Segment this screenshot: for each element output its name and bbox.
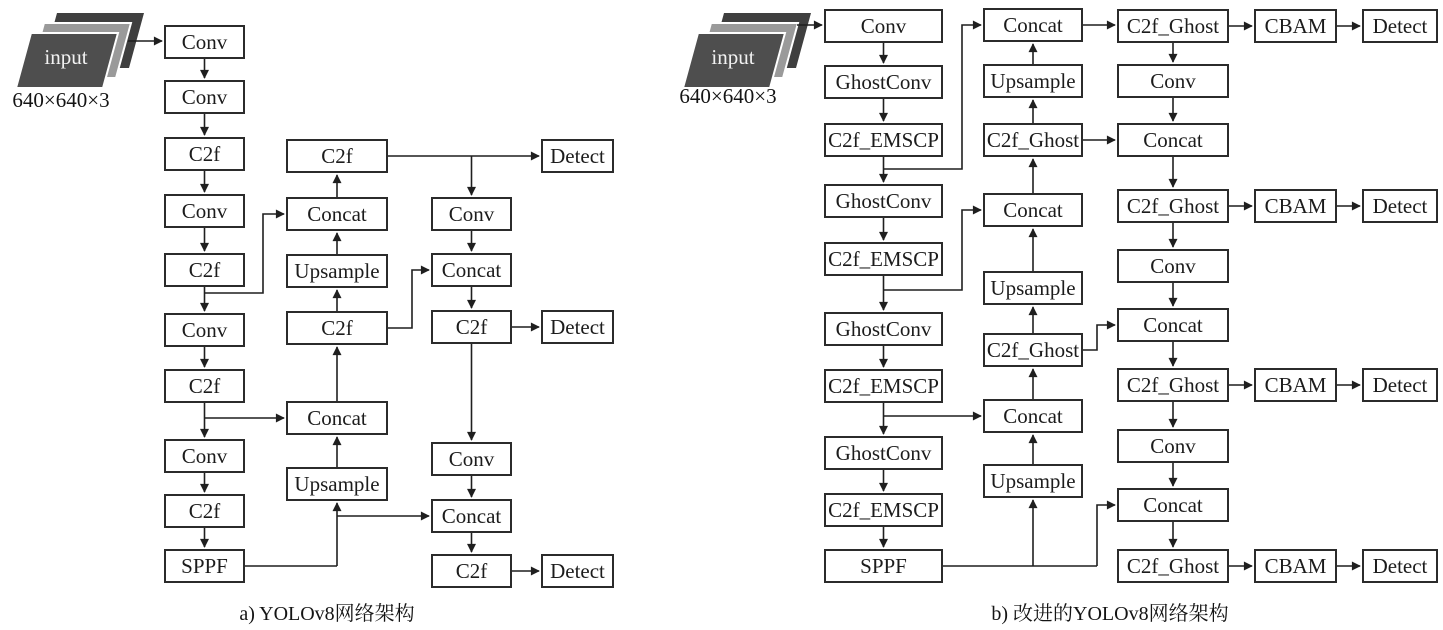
node-detect: Detect (541, 554, 614, 588)
input-image-label: input (44, 45, 88, 69)
node-concat: Concat (983, 399, 1083, 433)
node-c2f: C2f (431, 554, 512, 588)
node-conv: Conv (1117, 249, 1229, 283)
node-conv: Conv (824, 9, 943, 43)
node-detect: Detect (1362, 549, 1438, 583)
node-c2f-emscp: C2f_EMSCP (824, 369, 943, 403)
node-c2f: C2f (431, 310, 512, 344)
node-conv: Conv (164, 25, 245, 59)
node-conv: Conv (431, 442, 512, 476)
node-ghostconv: GhostConv (824, 65, 943, 99)
node-ghostconv: GhostConv (824, 312, 943, 346)
node-c2f-emscp: C2f_EMSCP (824, 242, 943, 276)
caption-b: b) 改进的YOLOv8网络架构 (991, 603, 1229, 625)
node-concat: Concat (431, 499, 512, 533)
node-upsample: Upsample (286, 467, 388, 501)
node-c2f: C2f (164, 369, 245, 403)
node-c2f-ghost: C2f_Ghost (1117, 9, 1229, 43)
node-concat: Concat (286, 197, 388, 231)
node-c2f-ghost: C2f_Ghost (1117, 368, 1229, 402)
node-c2f-ghost: C2f_Ghost (1117, 549, 1229, 583)
node-concat: Concat (983, 193, 1083, 227)
node-cbam: CBAM (1254, 549, 1337, 583)
node-detect: Detect (541, 310, 614, 344)
node-detect: Detect (1362, 368, 1438, 402)
node-concat: Concat (286, 401, 388, 435)
node-conv: Conv (164, 194, 245, 228)
node-conv: Conv (1117, 64, 1229, 98)
node-c2f: C2f (286, 139, 388, 173)
node-detect: Detect (1362, 9, 1438, 43)
node-concat: Concat (431, 253, 512, 287)
node-c2f: C2f (164, 494, 245, 528)
node-upsample: Upsample (983, 64, 1083, 98)
node-cbam: CBAM (1254, 368, 1337, 402)
node-c2f-emscp: C2f_EMSCP (824, 123, 943, 157)
node-c2f: C2f (286, 311, 388, 345)
node-upsample: Upsample (983, 271, 1083, 305)
node-cbam: CBAM (1254, 9, 1337, 43)
node-conv: Conv (1117, 429, 1229, 463)
node-ghostconv: GhostConv (824, 436, 943, 470)
node-concat: Concat (983, 8, 1083, 42)
node-c2f-ghost: C2f_Ghost (983, 333, 1083, 367)
node-c2f-ghost: C2f_Ghost (1117, 189, 1229, 223)
node-conv: Conv (164, 80, 245, 114)
node-cbam: CBAM (1254, 189, 1337, 223)
node-detect: Detect (541, 139, 614, 173)
caption-a: a) YOLOv8网络架构 (239, 603, 415, 625)
node-sppf: SPPF (164, 549, 245, 583)
node-conv: Conv (164, 439, 245, 473)
node-concat: Concat (1117, 123, 1229, 157)
node-c2f: C2f (164, 253, 245, 287)
node-concat: Concat (1117, 488, 1229, 522)
node-upsample: Upsample (286, 254, 388, 288)
node-detect: Detect (1362, 189, 1438, 223)
node-concat: Concat (1117, 308, 1229, 342)
node-c2f-ghost: C2f_Ghost (983, 123, 1083, 157)
node-upsample: Upsample (983, 464, 1083, 498)
node-c2f-emscp: C2f_EMSCP (824, 493, 943, 527)
node-sppf: SPPF (824, 549, 943, 583)
input-image-label: input (711, 45, 755, 69)
input-size-label: 640×640×3 (679, 84, 777, 108)
node-conv: Conv (431, 197, 512, 231)
input-size-label: 640×640×3 (12, 88, 110, 112)
node-c2f: C2f (164, 137, 245, 171)
node-conv: Conv (164, 313, 245, 347)
node-ghostconv: GhostConv (824, 184, 943, 218)
